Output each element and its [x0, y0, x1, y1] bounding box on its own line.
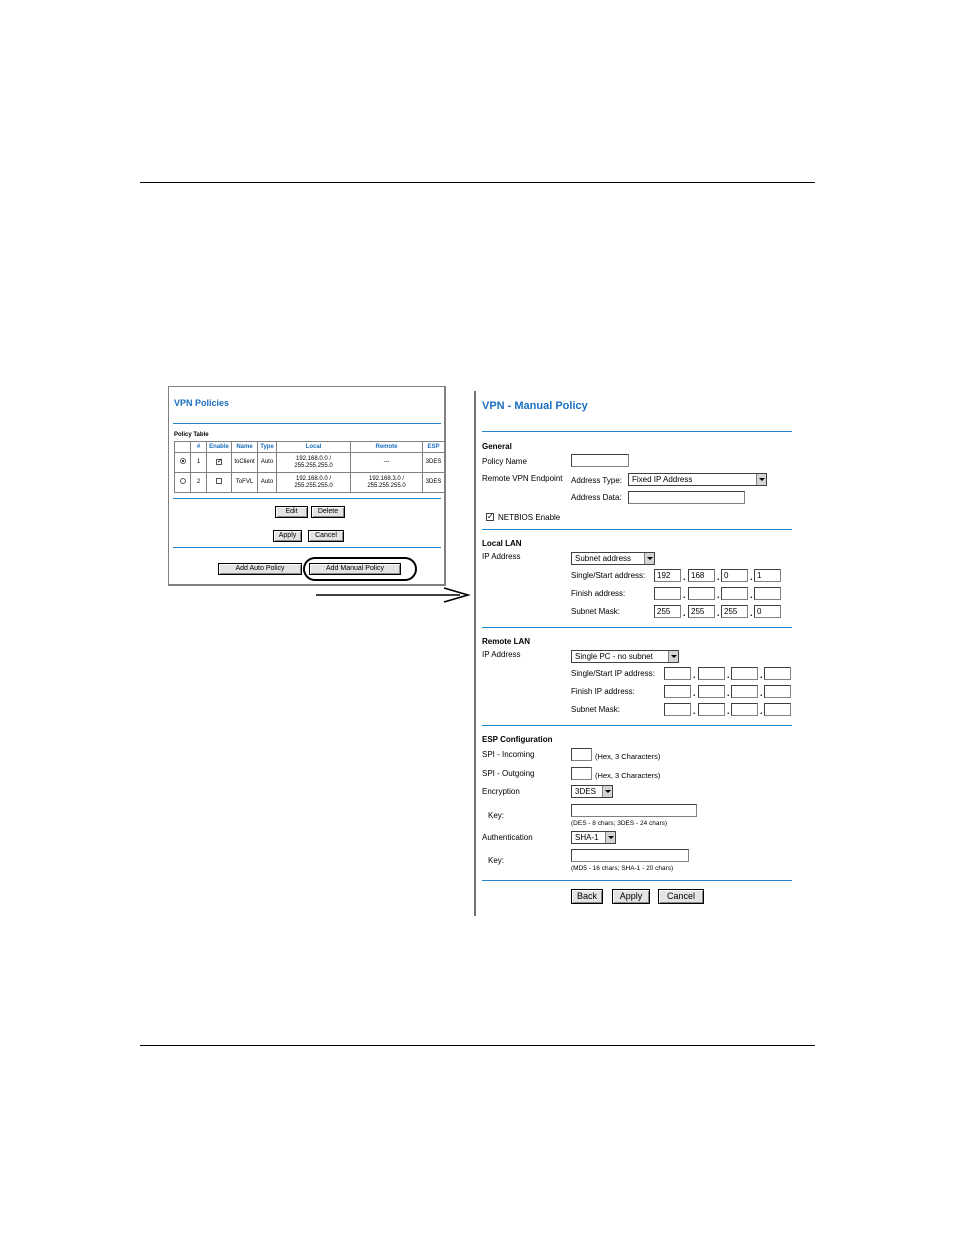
vpn-policies-panel — [168, 386, 446, 586]
policy-enable-checkbox[interactable]: ✓ — [217, 458, 223, 465]
octet-dot: . — [727, 688, 730, 698]
octet-dot: . — [693, 670, 696, 680]
local-mask-octet-1[interactable]: 255 — [654, 605, 681, 618]
remote-start-octet-2[interactable] — [698, 667, 725, 680]
remote-mask-octet-4[interactable] — [764, 703, 791, 716]
remote-mask-label: Subnet Mask: — [571, 705, 620, 714]
netbios-label: NETBIOS Enable — [498, 513, 561, 522]
octet-dot: . — [750, 572, 753, 582]
column-header-name: Name — [232, 442, 258, 453]
section-heading-esp: ESP Configuration — [482, 735, 553, 744]
page-title: VPN Policies — [174, 398, 230, 408]
local-start-octet-4[interactable]: 1 — [754, 569, 781, 582]
octet-dot: . — [717, 572, 720, 582]
local-ip-type-select[interactable] — [571, 552, 655, 565]
page-top-rule — [140, 182, 815, 183]
local-ip: 192.168.0.0 / — [295, 475, 332, 482]
octet-dot: . — [760, 670, 763, 680]
spi-incoming-label: SPI - Incoming — [482, 750, 535, 759]
column-header-local: Local — [277, 442, 351, 453]
column-header-type: Type — [258, 442, 277, 453]
table-header-row — [175, 442, 445, 453]
local-mask-octet-4[interactable]: 0 — [754, 605, 781, 618]
spi-incoming-hint: (Hex, 3 Characters) — [595, 752, 661, 761]
divider — [173, 547, 441, 548]
remote-finish-octet-3[interactable] — [731, 685, 758, 698]
column-header-esp: ESP — [423, 442, 445, 453]
authentication-key-input[interactable] — [571, 849, 689, 862]
spi-outgoing-input[interactable] — [571, 767, 592, 780]
local-start-octet-2[interactable]: 168 — [688, 569, 715, 582]
edit-button[interactable]: Edit — [275, 506, 308, 518]
remote-ip: --- — [383, 459, 390, 465]
local-ip: 192.168.0.0 / — [295, 455, 332, 462]
local-finish-octet-1[interactable] — [654, 587, 681, 600]
remote-ip-type-value: Single PC - no subnet — [575, 652, 653, 661]
octet-dot: . — [693, 688, 696, 698]
spi-outgoing-label: SPI - Outgoing — [482, 769, 535, 778]
remote-mask-octet-3[interactable] — [731, 703, 758, 716]
octet-dot: . — [760, 688, 763, 698]
remote-mask-octet-2[interactable] — [698, 703, 725, 716]
remote-start-label: Single/Start IP address: — [571, 669, 655, 678]
local-mask: 255.255.255.0 — [294, 462, 333, 469]
section-heading-general: General — [482, 442, 512, 451]
local-start-label: Single/Start address: — [571, 571, 646, 580]
encryption-key-label: Key: — [488, 811, 505, 820]
authentication-label: Authentication — [482, 833, 533, 842]
encryption-select[interactable] — [571, 785, 613, 798]
remote-start-octet-3[interactable] — [731, 667, 758, 680]
local-mask: 255.255.255.0 — [294, 482, 333, 489]
policy-remote — [351, 453, 423, 473]
octet-dot: . — [760, 706, 763, 716]
apply-button[interactable]: Apply — [612, 889, 650, 904]
add-auto-policy-button[interactable]: Add Auto Policy — [218, 563, 302, 575]
authentication-key-label: Key: — [488, 856, 505, 865]
local-finish-octet-2[interactable] — [688, 587, 715, 600]
section-heading-remote-lan: Remote LAN — [482, 637, 531, 646]
cancel-button[interactable]: Cancel — [658, 889, 704, 904]
chevron-down-icon[interactable] — [756, 474, 766, 485]
cancel-button[interactable]: Cancel — [308, 530, 344, 542]
octet-dot: . — [750, 608, 753, 618]
local-mask-octet-2[interactable]: 255 — [688, 605, 715, 618]
remote-ip-label: IP Address — [482, 650, 521, 659]
back-button[interactable]: Back — [571, 889, 603, 904]
local-finish-octet-4[interactable] — [754, 587, 781, 600]
policy-name: toClient — [232, 453, 258, 473]
spi-incoming-input[interactable] — [571, 748, 592, 761]
policy-table-title: Policy Table — [174, 432, 209, 438]
remote-mask: 255.255.255.0 — [367, 482, 406, 489]
octet-dot: . — [683, 590, 686, 600]
vpn-manual-policy-panel — [474, 391, 800, 916]
octet-dot: . — [717, 590, 720, 600]
local-start-octet-3[interactable]: 0 — [721, 569, 748, 582]
remote-start-octet-4[interactable] — [764, 667, 791, 680]
remote-mask-octet-1[interactable] — [664, 703, 691, 716]
policy-esp: 3DES — [423, 453, 445, 473]
apply-button[interactable]: Apply — [273, 530, 302, 542]
policy-local — [277, 473, 351, 493]
table-row — [175, 473, 445, 493]
remote-ip: 192.168.3.0 / — [368, 475, 405, 482]
authentication-key-hint: (MD5 - 16 chars; SHA-1 - 20 chars) — [571, 865, 674, 872]
callout-arrow — [316, 585, 474, 605]
remote-finish-octet-4[interactable] — [764, 685, 791, 698]
local-finish-octet-3[interactable] — [721, 587, 748, 600]
remote-finish-label: Finish IP address: — [571, 687, 635, 696]
section-heading-local-lan: Local LAN — [482, 539, 522, 548]
divider — [482, 725, 792, 726]
policy-number: 2 — [191, 473, 207, 493]
policy-number: 1 — [191, 453, 207, 473]
remote-ip-type-select[interactable] — [571, 650, 679, 663]
octet-dot: . — [717, 608, 720, 618]
column-header-enable: Enable — [207, 442, 232, 453]
octet-dot: . — [727, 670, 730, 680]
octet-dot: . — [683, 608, 686, 618]
local-mask-label: Subnet Mask: — [571, 607, 620, 616]
policy-name-input[interactable] — [571, 454, 629, 467]
address-type-value: Fixed IP Address — [632, 475, 693, 484]
netbios-checkbox[interactable]: ✓ — [487, 512, 494, 521]
column-header-select — [175, 442, 191, 453]
policy-type: Auto — [258, 473, 277, 493]
octet-dot: . — [693, 706, 696, 716]
authentication-select[interactable] — [571, 831, 616, 844]
divider — [482, 529, 792, 530]
column-header-remote: Remote — [351, 442, 423, 453]
remote-finish-octet-1[interactable] — [664, 685, 691, 698]
policy-remote — [351, 473, 423, 493]
policy-name: ToFVL — [232, 473, 258, 493]
policy-table — [174, 441, 445, 493]
chevron-down-icon[interactable] — [644, 553, 654, 564]
add-manual-policy-button[interactable]: Add Manual Policy — [309, 563, 401, 575]
local-start-octet-1[interactable]: 192 — [654, 569, 681, 582]
column-header-number: # — [191, 442, 207, 453]
delete-button[interactable]: Delete — [311, 506, 345, 518]
octet-dot: . — [683, 572, 686, 582]
policy-select-radio[interactable] — [180, 458, 186, 464]
chevron-down-icon[interactable] — [605, 832, 615, 843]
authentication-value: SHA-1 — [575, 833, 599, 842]
divider — [173, 498, 441, 499]
local-ip-label: IP Address — [482, 552, 521, 561]
policy-type: Auto — [258, 453, 277, 473]
octet-dot: . — [727, 706, 730, 716]
policy-name-label: Policy Name — [482, 457, 527, 466]
chevron-down-icon[interactable] — [668, 651, 678, 662]
remote-start-octet-1[interactable] — [664, 667, 691, 680]
address-type-label: Address Type: — [571, 476, 622, 485]
local-mask-octet-3[interactable]: 255 — [721, 605, 748, 618]
callout-highlight — [303, 557, 417, 581]
divider — [482, 431, 792, 432]
encryption-label: Encryption — [482, 787, 520, 796]
divider — [482, 627, 792, 628]
address-data-input[interactable] — [628, 491, 745, 504]
spi-outgoing-hint: (Hex, 3 Characters) — [595, 771, 661, 780]
policy-select-radio[interactable] — [180, 478, 186, 484]
address-type-select[interactable] — [628, 473, 767, 486]
page-title: VPN - Manual Policy — [482, 400, 588, 412]
local-ip-type-value: Subnet address — [575, 554, 632, 563]
encryption-key-hint: (DES - 8 chars; 3DES - 24 chars) — [571, 820, 668, 827]
remote-finish-octet-2[interactable] — [698, 685, 725, 698]
local-finish-label: Finish address: — [571, 589, 626, 598]
divider — [482, 880, 792, 881]
encryption-value: 3DES — [575, 787, 596, 796]
divider — [173, 423, 441, 424]
table-row — [175, 453, 445, 473]
encryption-key-input[interactable] — [571, 804, 697, 817]
chevron-down-icon[interactable] — [602, 786, 612, 797]
remote-endpoint-label: Remote VPN Endpoint — [482, 474, 563, 483]
policy-local — [277, 453, 351, 473]
policy-esp: 3DES — [423, 473, 445, 493]
octet-dot: . — [750, 590, 753, 600]
page-bottom-rule — [140, 1045, 815, 1046]
policy-enable-checkbox[interactable] — [216, 478, 222, 484]
address-data-label: Address Data: — [571, 493, 622, 502]
